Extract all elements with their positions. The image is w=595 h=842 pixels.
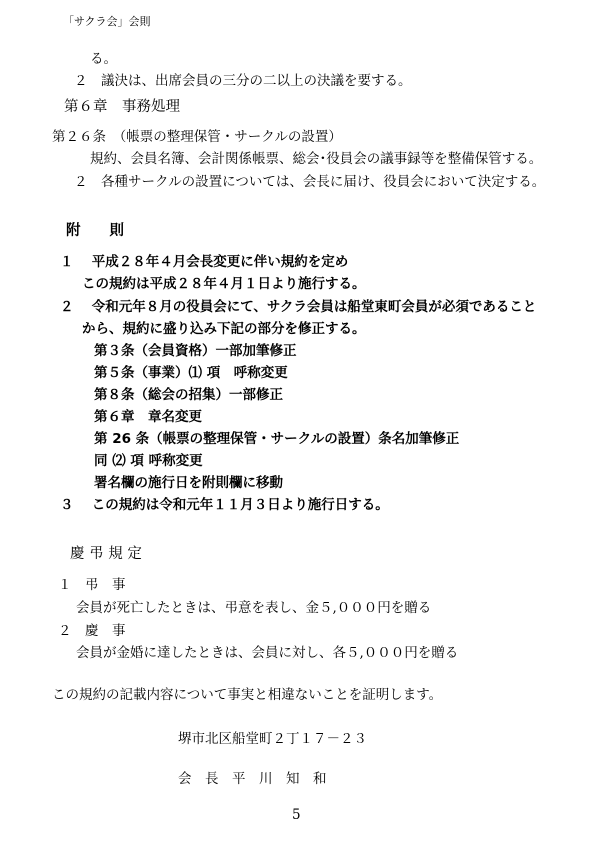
signatory: 会 長 平 川 知 和 (178, 771, 327, 787)
supplementary-heading: 附 則 (66, 223, 124, 239)
condolence-text: 会員が金婚に達したときは、会員に対し、各５,０００円を贈る (76, 645, 459, 661)
supplementary-item: １ 平成２８年４月会長変更に伴い規約を定め (60, 254, 349, 270)
supplementary-item: ２ 令和元年８月の役員会にて、サクラ会員は船堂東町会員が必須であること (60, 299, 537, 315)
amendment-item: 同 ⑵ 項 呼称変更 (94, 453, 203, 469)
chapter-heading: 第６章 事務処理 (64, 99, 180, 115)
amendment-item: 第５条（事業）⑴ 項 呼称変更 (94, 365, 288, 381)
article-clause: ２ 議決は、出席会員の三分の二以上の決議を要する。 (74, 73, 412, 89)
amendment-item: 第６章 章名変更 (94, 409, 202, 425)
amendment-item: 第８条（総会の招集）一部修正 (94, 387, 283, 403)
certification-text: この規約の記載内容について事実と相違ないことを証明します。 (52, 687, 443, 703)
condolence-text: 会員が死亡したときは、弔意を表し、金５,０００円を贈る (76, 600, 432, 616)
supplementary-text: この規約は平成２８年４月１日より施行する。 (82, 276, 366, 292)
condolence-item: ２ 慶 事 (58, 623, 126, 639)
page-header: 「サクラ会」会則 (63, 15, 151, 28)
address: 堺市北区船堂町２丁１７－２３ (178, 731, 367, 747)
amendment-item: 第３条（会員資格）一部加筆修正 (94, 343, 297, 359)
article-title: 第２６条 （帳票の整理保管・サークルの設置） (52, 129, 342, 145)
continued-text: る。 (90, 51, 117, 67)
supplementary-text: から、規約に盛り込み下記の部分を修正する。 (82, 321, 366, 337)
amendment-item: 署名欄の施行日を附則欄に移動 (94, 475, 283, 491)
article-text: 規約、会員名簿、会計関係帳票、総会･役員会の議事録等を整備保管する。 (90, 151, 543, 167)
page-number: 5 (292, 807, 301, 823)
amendment-item: 第 26 条（帳票の整理保管・サークルの設置）条名加筆修正 (94, 431, 460, 447)
supplementary-item: ３ この規約は令和元年１１月３日より施行日する。 (60, 497, 389, 513)
condolence-heading: 慶 弔 規 定 (70, 546, 142, 562)
condolence-item: １ 弔 事 (58, 577, 126, 593)
article-clause: ２ 各種サークルの設置については、会長に届け、役員会において決定する。 (74, 174, 546, 190)
